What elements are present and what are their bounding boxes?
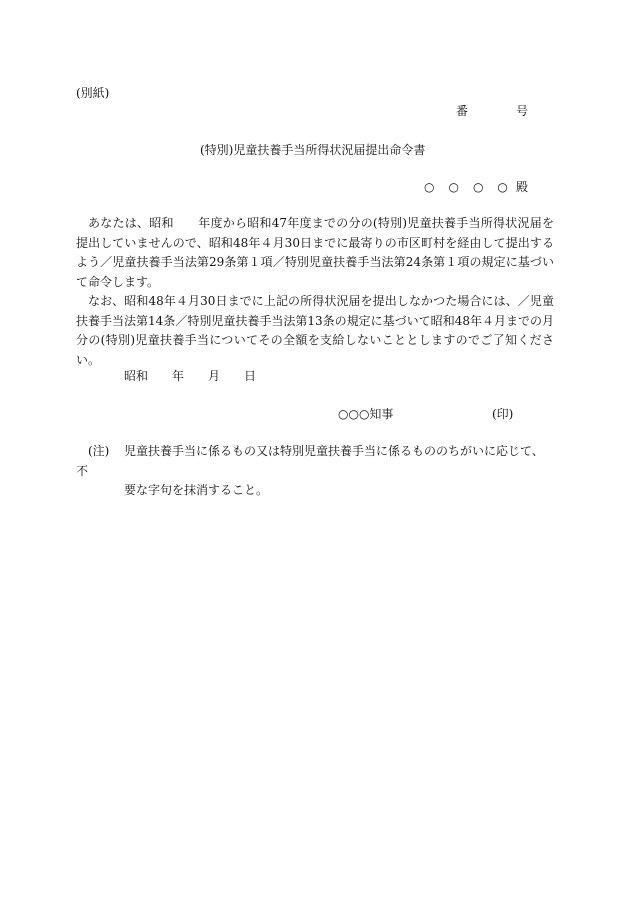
body-paragraph-2: なお、昭和48年４月30日までに上記の所得状況届を提出しなかつた場合には、／児童扶養手当法第14条／特別児童扶養手当法第13条の規定に基づいて昭和48年４月までの月分の(特別)児童扶養手当についてその全額を支給しないこととしますのでご了知ください。 xyxy=(76,294,554,367)
date-month-unit: 月 xyxy=(208,369,221,383)
issuer: ○○○知事 xyxy=(338,407,394,421)
date-year-unit: 年 xyxy=(172,369,185,383)
addressee-suffix: 殿 xyxy=(516,180,529,194)
note-line-2: 要な字句を抹消すること。 xyxy=(124,483,269,497)
date-day-unit: 日 xyxy=(244,369,257,383)
note-label: (注) xyxy=(88,444,110,458)
note xyxy=(76,442,554,501)
document-title: (特別)児童扶養手当所得状況届提出命令書 xyxy=(200,143,426,157)
body-text xyxy=(76,214,554,370)
attachment-label: (別紙) xyxy=(76,86,110,100)
number-label-ban: 番 xyxy=(456,104,469,118)
note-line-1: 児童扶養手当に係るもの又は特別児童扶養手当に係るもののちがいに応じて、不 xyxy=(76,444,544,478)
body-paragraph-1: あなたは、昭和 年度から昭和47年度までの分の(特別)児童扶養手当所得状況届を提出していませんので、昭和48年４月30日までに最寄りの市区町村を経由して提出するよう／児童扶養手当法第29条第１項／特別児童扶養手当法第24条第１項の規定に基づいて命令します。 xyxy=(76,216,554,289)
seal-mark: (印) xyxy=(492,407,514,421)
date-era: 昭和 xyxy=(124,369,149,383)
addressee-marks: ○ ○ ○ ○ xyxy=(424,180,509,194)
number-label-go: 号 xyxy=(516,104,529,118)
